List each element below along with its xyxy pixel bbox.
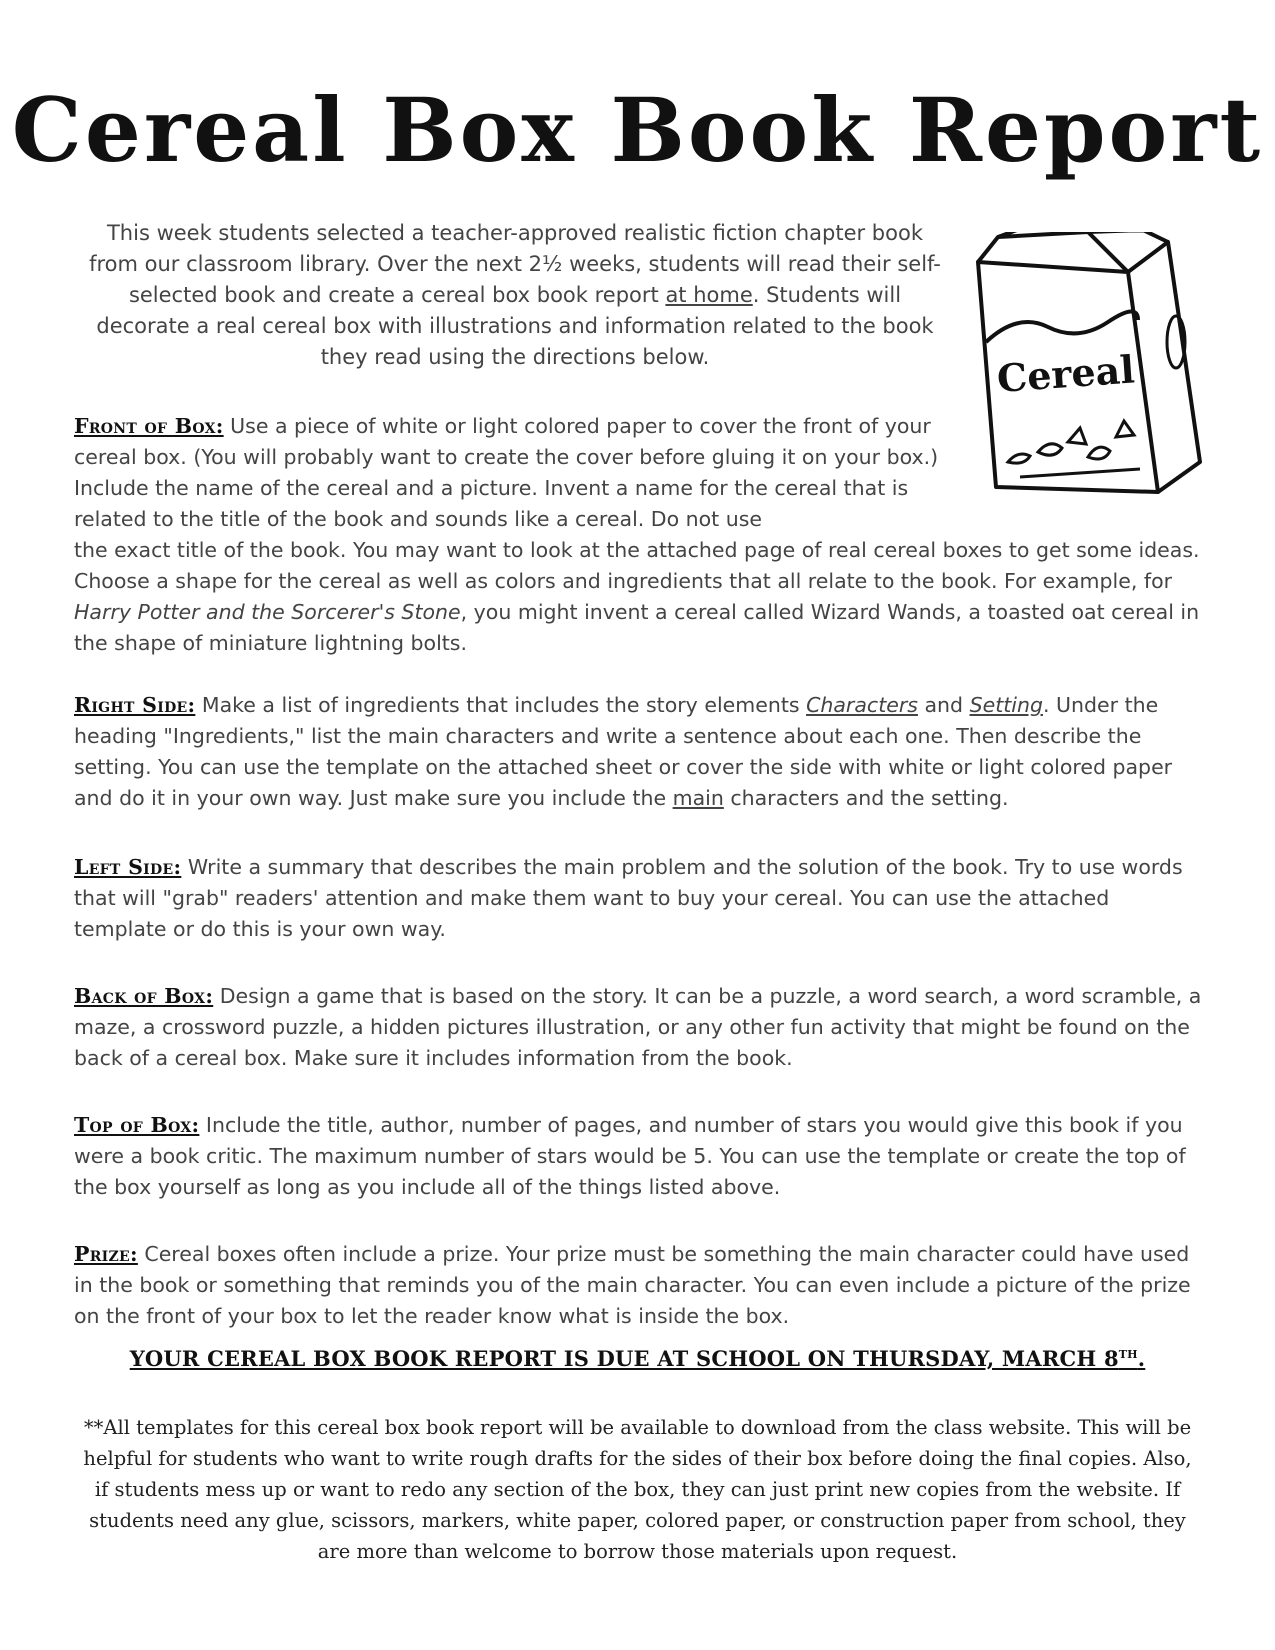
intro-paragraph: [80, 218, 950, 373]
section-text-prize: Cereal boxes often include a prize. Your prize must be something the main character could have used in the book or something that reminds you of the main character. You can even include a picture of the prize on the front of your box to let the reader know what is inside the box.: [74, 1242, 1191, 1328]
section-text-left: Write a summary that describes the main problem and the solution of the book. Try to use words that will "grab" readers' attention and make them want to buy your cereal. You can use the attached template or do this is your own way.: [74, 855, 1183, 941]
intro-text: This week students selected a teacher-approved realistic fiction chapter book from our classroom library. Over the next 2½ weeks, students will read their self-selected book and create a cereal box book report: [89, 221, 941, 307]
section-heading-top: Top of Box:: [74, 1113, 200, 1137]
setting-term: Setting: [969, 693, 1043, 717]
page-title: Cereal Box Book Report: [11, 78, 1264, 182]
section-back-of-box: [74, 981, 1204, 1074]
due-date-end: .: [1137, 1346, 1146, 1371]
section-front-of-box: [74, 411, 1204, 659]
section-heading-back: Back of Box:: [74, 984, 214, 1008]
section-top-of-box: [74, 1110, 1204, 1203]
and-text: and: [917, 693, 970, 717]
templates-note: **All templates for this cereal box book report will be available to download from the class website. This will be helpful for students who want to write rough drafts for the sides of their box before doing the final copies. Also, if students mess up or want to redo any section of the box, they can just print new copies from the website. If students need any glue, scissors, markers, white paper, colored paper, or construction paper from school, they are more than welcome to borrow those materials upon request.: [83, 1416, 1192, 1563]
characters-term: Characters: [806, 693, 918, 717]
section-heading-left: Left Side:: [74, 855, 182, 879]
intro-text-end: . Students will decorate a real cereal box with illustrations and information related to the book they read using the directions below.: [96, 283, 934, 369]
section-left-side: [74, 852, 1204, 945]
section-text-right-cont: . Under the heading "Ingredients," list the main characters and write a sentence about each one. Then describe the setting. You can use the template on the attached sheet or cover the side with white or light colored paper and do it in your own way. Just make sure you include the: [74, 693, 1173, 810]
section-text-front-cont: the exact title of the book. You may want to look at the attached page of real cereal boxes to get some ideas. Choose a shape for the cereal as well as colors and ingredients that all relate to the book. For example, for: [74, 538, 1200, 593]
section-heading-front: Front of Box:: [74, 414, 224, 438]
due-date-notice: [0, 1346, 1275, 1371]
section-text-back: Design a game that is based on the story. It can be a puzzle, a word search, a word scramble, a maze, a crossword puzzle, a hidden pictures illustration, or any other fun activity that might be found on the back of a cereal box. Make sure it includes information from the book.: [74, 984, 1202, 1070]
due-date-text: YOUR CEREAL BOX BOOK REPORT IS DUE AT SCHOOL ON THURSDAY, MARCH 8: [129, 1346, 1119, 1371]
intro-underlined-text: at home: [665, 283, 753, 307]
section-heading-right: Right Side:: [74, 693, 196, 717]
cereal-box-label: Cereal: [995, 346, 1136, 401]
section-right-side: [74, 690, 1204, 814]
section-text-top: Include the title, author, number of pages, and number of stars you would give this book if you were a book critic. The maximum number of stars would be 5. You can use the template or create the top of the box yourself as long as you include all of the things listed above.: [74, 1113, 1186, 1199]
section-prize: [74, 1239, 1204, 1332]
section-text-front-end: , you might invent a cereal called Wizard Wands, a toasted oat cereal in the shape of miniature lightning bolts.: [74, 600, 1200, 655]
section-text-right-end: characters and the setting.: [723, 786, 1009, 810]
section-text-right: Make a list of ingredients that includes the story elements: [195, 693, 807, 717]
main-term: main: [672, 786, 724, 810]
section-heading-prize: Prize:: [74, 1242, 138, 1266]
section-text-front: Use a piece of white or light colored paper to cover the front of your cereal box. (You will probably want to create the cover before gluing it on your box.) Include the name of the cereal and a picture. Invent a name for the cereal that is related to the title of the book and sounds like a cereal. Do not use: [74, 414, 939, 531]
book-title-example: Harry Potter and the Sorcerer's Stone: [74, 600, 461, 624]
due-date-suffix: TH: [1118, 1348, 1138, 1361]
